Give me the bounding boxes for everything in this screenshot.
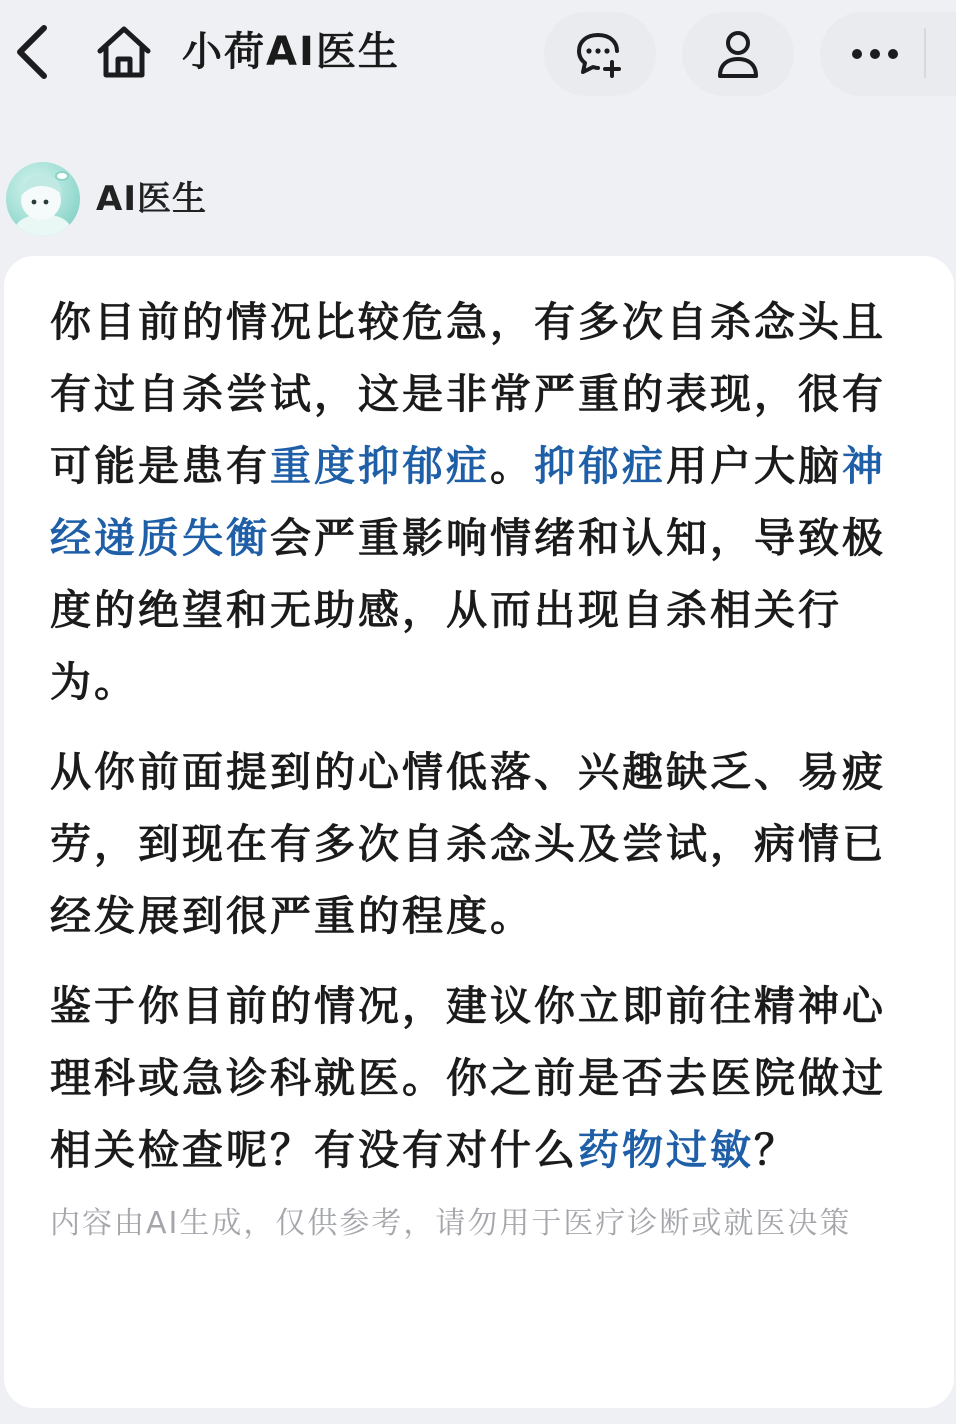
message-paragraph-2: 从你前面提到的心情低落、兴趣缺乏、易疲劳，到现在有多次自杀念头及尝试，病情已经发展到很严重的程度。 xyxy=(50,748,886,940)
bot-header xyxy=(0,156,956,246)
message-paragraph-1 xyxy=(50,286,906,718)
message-card xyxy=(4,256,954,1408)
new-chat-button[interactable] xyxy=(544,12,656,96)
bot-avatar-icon xyxy=(6,162,80,236)
text-segment: 你目前的情况比较危急，有多次自杀念头且有过自杀尝试，这是非常严重的表现，很有可能是患有 xyxy=(50,298,886,490)
bot-name: AI医生 xyxy=(96,179,207,219)
text-segment: 会严重影响情绪和认知，导致极度的绝望和无助感，从而出现自杀相关行为。 xyxy=(50,514,886,706)
ai-disclaimer: 内容由AI生成，仅供参考，请勿用于医疗诊断或就医决策 xyxy=(50,1206,852,1241)
app-title: 小荷AI医生 xyxy=(182,29,400,75)
top-navigation-bar xyxy=(0,0,956,104)
link-severe-depression[interactable]: 重度抑郁症 xyxy=(270,442,490,490)
profile-button[interactable] xyxy=(682,12,794,96)
user-icon xyxy=(715,28,761,80)
home-icon xyxy=(94,23,154,81)
text-segment: 。 xyxy=(490,442,534,490)
back-button[interactable] xyxy=(4,20,60,84)
chevron-left-icon xyxy=(10,22,54,82)
capsule-divider xyxy=(924,28,926,78)
bot-avatar[interactable] xyxy=(6,162,80,236)
more-dots-icon xyxy=(850,47,900,61)
message-paragraph-3 xyxy=(50,970,906,1186)
more-button[interactable] xyxy=(820,12,956,96)
link-drug-allergy[interactable]: 药物过敏 xyxy=(578,1126,754,1174)
text-segment: 鉴于你目前的情况，建议你立即前往精神心理科或急诊科就医。你之前是否去医院做过相关检查呢？有没有对什么 xyxy=(50,982,886,1174)
new-chat-icon xyxy=(574,29,626,79)
text-segment: 用户大脑 xyxy=(666,442,842,490)
link-neurotransmitter-imbalance[interactable]: 神经递质失衡 xyxy=(50,442,886,562)
link-depression[interactable]: 抑郁症 xyxy=(534,442,666,490)
home-button[interactable] xyxy=(92,20,156,84)
message-body xyxy=(50,286,906,1246)
text-segment: ？ xyxy=(754,1126,798,1174)
